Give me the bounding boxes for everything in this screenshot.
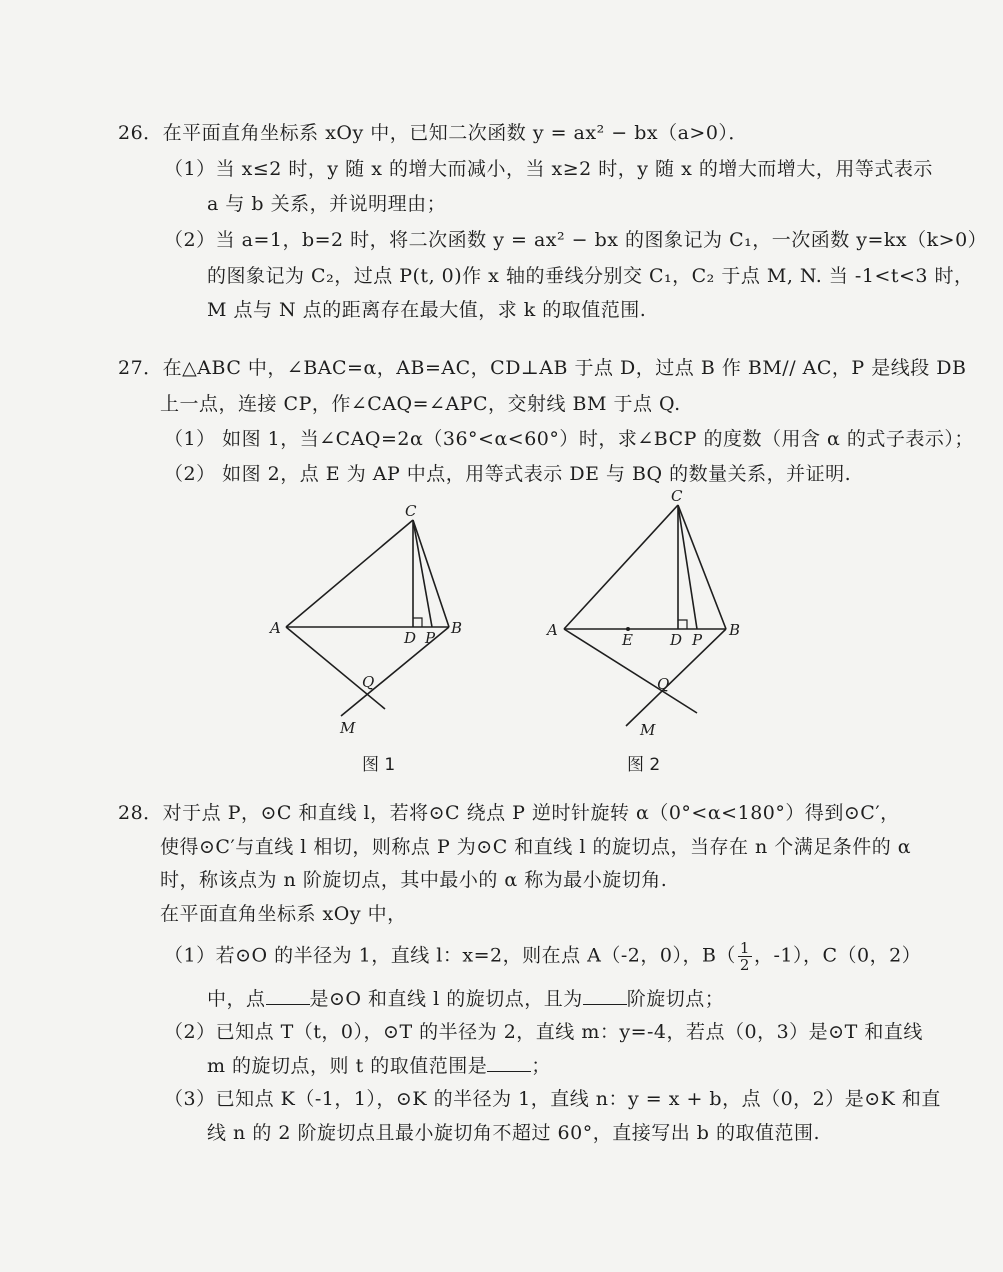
answer-blank-point[interactable] (266, 986, 310, 1005)
answer-blank-order[interactable] (583, 986, 627, 1005)
fig2-caption: 图 2 (627, 755, 661, 775)
q26-part1-line2: a 与 b 关系，并说明理由； (207, 193, 447, 215)
q26-part2-line1: （2）当 a=1，b=2 时，将二次函数 y = ax² − bx 的图象记为 C₁，一次函数 y=kx（k>0） (164, 229, 988, 251)
q28-part2-line2-pre: m 的旋切点，则 t 的取值范围是 (207, 1055, 488, 1077)
q28-part1-pre: （1）若⊙O 的半径为 1，直线 l：x=2，则在点 A（-2，0），B（ (164, 944, 736, 967)
fig2-label-c: C (671, 487, 683, 505)
fig1-right-angle (413, 618, 422, 627)
q28-part1-line2-post: 阶旋切点； (626, 988, 725, 1010)
fig1-label-b: B (451, 619, 463, 637)
figure-2 (564, 505, 726, 726)
fraction-one-half (738, 940, 752, 973)
q28-head: 28．对于点 P，⊙C 和直线 l，若将⊙C 绕点 P 逆时针旋转 α（0°<α<180°）得到⊙C′， (118, 802, 900, 824)
fig2-right-angle (678, 620, 687, 629)
fig1-line-ac (286, 520, 413, 627)
fig2-label-b: B (729, 621, 741, 639)
q28-part1-line2-pre: 中，点 (207, 988, 266, 1010)
fig1-line-aq (286, 627, 385, 709)
q28-part3-line2: 线 n 的 2 阶旋切点且最小旋切角不超过 60°，直接写出 b 的取值范围. (207, 1122, 820, 1144)
fig1-label-c: C (405, 502, 417, 520)
q27-part2: （2） 如图 2，点 E 为 AP 中点，用等式表示 DE 与 BQ 的数量关系，并证明. (164, 463, 852, 485)
q28-part3-line1: （3）已知点 K（-1，1），⊙K 的半径为 1，直线 n：y = x + b，点（0，2）是⊙K 和直 (164, 1088, 941, 1110)
fig2-line-cb (678, 505, 726, 629)
fig2-line-ac (564, 505, 678, 629)
fig2-label-d: D (670, 631, 683, 649)
fig2-label-q: Q (657, 675, 670, 693)
q28-head-line3: 时，称该点为 n 阶旋切点，其中最小的 α 称为最小旋切角. (160, 869, 668, 891)
fig1-label-p: P (425, 629, 436, 647)
q28-part1-post: ，-1），C（0，2） (753, 944, 922, 967)
q28-part1-line1 (164, 940, 921, 973)
fig1-caption: 图 1 (362, 755, 396, 775)
fig2-label-m: M (640, 721, 656, 739)
q26-part2-line3: M 点与 N 点的距离存在最大值，求 k 的取值范围. (207, 299, 647, 321)
q26-head: 26．在平面直角坐标系 xOy 中，已知二次函数 y = ax² − bx（a>0）． (118, 122, 748, 144)
fig2-label-e: E (622, 631, 633, 649)
fraction-numerator: 1 (739, 939, 750, 957)
q27-head: 27．在△ABC 中，∠BAC=α，AB=AC，CD⊥AB 于点 D，过点 B 作 BM// AC，P 是线段 DB (118, 357, 967, 379)
q28-part2-line1: （2）已知点 T（t，0），⊙T 的半径为 2，直线 m：y=-4，若点（0，3）是⊙T 和直线 (164, 1021, 923, 1043)
q28-head-line4: 在平面直角坐标系 xOy 中， (160, 903, 407, 925)
fig1-line-cb (413, 520, 449, 627)
fig2-label-a: A (547, 621, 558, 639)
q28-part2-line2-post: ； (531, 1055, 551, 1077)
q26-part2-line2: 的图象记为 C₂，过点 P(t, 0)作 x 轴的垂线分别交 C₁，C₂ 于点 M, N. 当 -1<t<3 时， (207, 265, 974, 287)
fig2-line-cp (678, 505, 697, 629)
fig1-label-a: A (270, 619, 281, 637)
fig1-label-m: M (340, 719, 356, 737)
q26-part1-line1: （1）当 x≤2 时，y 随 x 的增大而减小，当 x≥2 时，y 随 x 的增大而增大，用等式表示 (164, 158, 933, 180)
fig1-line-cp (413, 520, 432, 627)
q28-part2-line2 (207, 1053, 551, 1078)
fig2-label-p: P (692, 631, 703, 649)
fig1-label-d: D (404, 629, 417, 647)
fig1-label-q: Q (362, 673, 375, 691)
answer-blank-t-range[interactable] (487, 1053, 531, 1072)
q28-part1-line2 (207, 986, 724, 1011)
q27-part1: （1） 如图 1，当∠CAQ=2α（36°<α<60°）时，求∠BCP 的度数（用含 α 的式子表示）； (164, 428, 974, 450)
q28-part1-line2-mid: 是⊙O 和直线 l 的旋切点，且为 (309, 988, 583, 1010)
q27-head-line2: 上一点，连接 CP，作∠CAQ=∠APC，交射线 BM 于点 Q. (160, 393, 681, 415)
q28-head-line2: 使得⊙C′与直线 l 相切，则称点 P 为⊙C 和直线 l 的旋切点，当存在 n 个满足条件的 α (160, 836, 912, 858)
fraction-denominator: 2 (739, 956, 750, 974)
